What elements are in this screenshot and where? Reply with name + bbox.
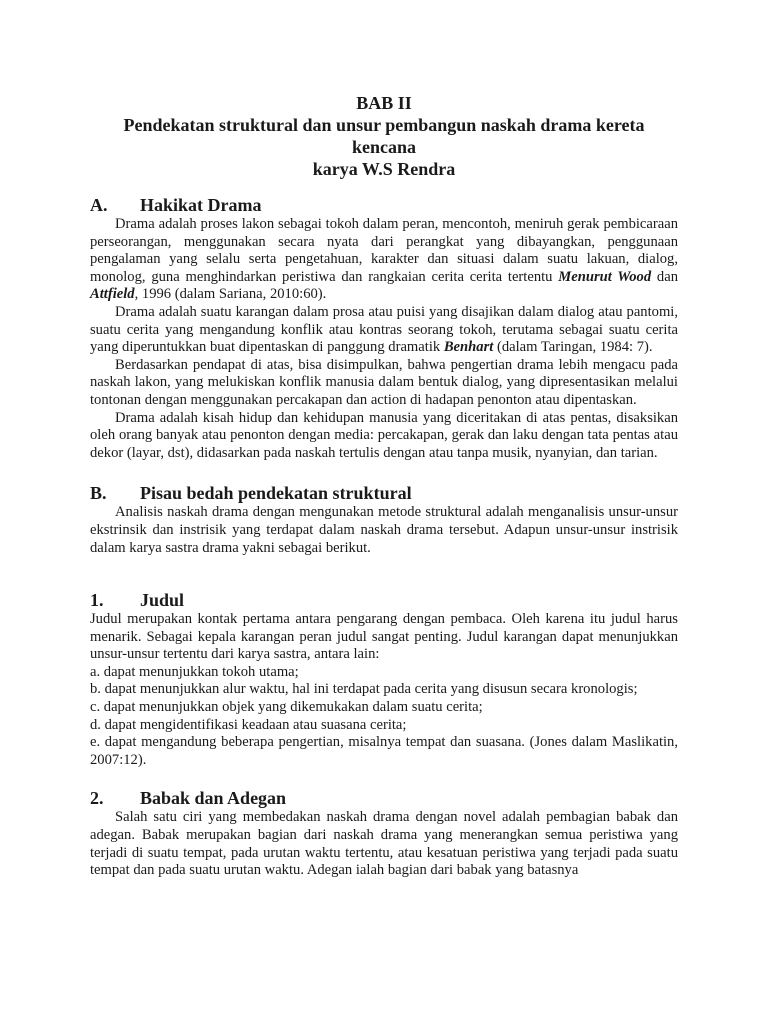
section-a-paragraph-2: Drama adalah suatu karangan dalam prosa atau puisi yang disajikan dalam dialog atau pantomi, suatu cerita yang mengandung konflik atau kontras seorang tokoh, terutama sebagai suatu cerita yang diperuntukkan buat dipentaskan di panggung dramatik Benhart (dalam Taringan, 1984: 7). — [90, 303, 678, 356]
chapter-label: BAB II — [356, 93, 412, 113]
section-2-title: Babak dan Adegan — [140, 788, 287, 809]
section-a-number: A. — [90, 195, 108, 215]
section-a-paragraph-4: Drama adalah kisah hidup dan kehidupan manusia yang diceritakan di atas pentas, disaksikan oleh orang banyak atau penonton dengan media: percakapan, gerak dan laku dengan tata pentas atau dekor (layar, dst), didasarkan pada naskah tertulis dengan atau tanpa musik, nyanyian, dan tarian. — [90, 409, 678, 461]
section-1-heading — [90, 589, 678, 611]
section-b-paragraph-1: Analisis naskah drama dengan mengunakan metode struktural adalah menganalisis unsur-unsur ekstrinsik dan instrisik yang terdapat dalam naskah drama tersebut. Adapun unsur-unsur instrisik dalam karya sastra drama yakni sebagai berikut. — [90, 504, 678, 556]
section-a-title: Hakikat Drama — [140, 195, 262, 215]
list-item: a. dapat menunjukkan tokoh utama; — [90, 663, 299, 680]
section-1-number: 1. — [90, 590, 104, 611]
list-item: b. dapat menunjukkan alur waktu, hal ini terdapat pada cerita yang disusun secara kronologis; — [90, 681, 638, 698]
section-2-heading — [90, 787, 678, 809]
document-title-line-2: karya W.S Rendra — [312, 159, 456, 179]
list-item: d. dapat mengidentifikasi keadaan atau suasana cerita; — [90, 716, 407, 733]
section-a-paragraph-3: Berdasarkan pendapat di atas, bisa disimpulkan, bahwa pengertian drama lebih mengacu pada naskah lakon, yang melukiskan konflik manusia dalam bentuk dialog, yang dipresentasikan melalui tontonan dengan menggunakan percakapan dan action di hadapan penonton atau dipentaskan. — [90, 356, 678, 408]
section-a-paragraph-1: Drama adalah proses lakon sebagai tokoh dalam peran, mencontoh, meniruh gerak pembicaraan perseorangan, menggunakan secara nyata dari perangkat yang dibayangkan, penggunaan pengalaman yang selalu serta pengetahuan, karakter dan situasi dalam suatu lakuan, dialog, monolog, guna menghindarkan peristiwa dan rangkaian cerita cerita tertentu Menurut Wood dan Attfield, 1996 (dalam Sariana, 2010:60). — [90, 216, 678, 303]
title-block — [90, 92, 678, 180]
list-item: e. dapat mengandung beberapa pengertian, misalnya tempat dan suasana. (Jones dalam Maslikatin, 2007:12). — [90, 734, 678, 768]
section-1-paragraph-1: Judul merupakan kontak pertama antara pengarang dengan pembaca. Oleh karena itu judul harus menarik. Sebagai kepala karangan peran judul sangat penting. Judul karangan dapat menunjukkan unsur-unsur tertentu dari karya sastra, antara lain: — [90, 611, 678, 663]
citation-author: Menurut Wood — [558, 268, 652, 285]
section-2-number: 2. — [90, 788, 104, 809]
section-2-paragraph-1: Salah satu ciri yang membedakan naskah drama dengan novel adalah pembagian babak dan adegan. Babak merupakan bagian dari naskah drama yang menerangkan semua peristiwa yang terjadi di suatu tempat, pada urutan waktu tertentu, atau kesatuan peristiwa yang terjadi pada suatu tempat dan pada suatu urutan waktu. Adegan ialah bagian dari babak yang batasnya — [90, 809, 678, 879]
section-b-heading — [90, 482, 678, 504]
section-a-heading — [90, 194, 678, 216]
citation-author: Attfield — [90, 286, 135, 303]
document-title-line-1: Pendekatan struktural dan unsur pembangun naskah drama kereta kencana — [123, 115, 645, 157]
list-item: c. dapat menunjukkan objek yang dikemukakan dalam suatu cerita; — [90, 699, 483, 716]
section-1-title: Judul — [140, 590, 185, 611]
section-b-title: Pisau bedah pendekatan struktural — [140, 483, 412, 504]
citation-author: Benhart — [443, 339, 494, 356]
section-b-number: B. — [90, 483, 107, 504]
